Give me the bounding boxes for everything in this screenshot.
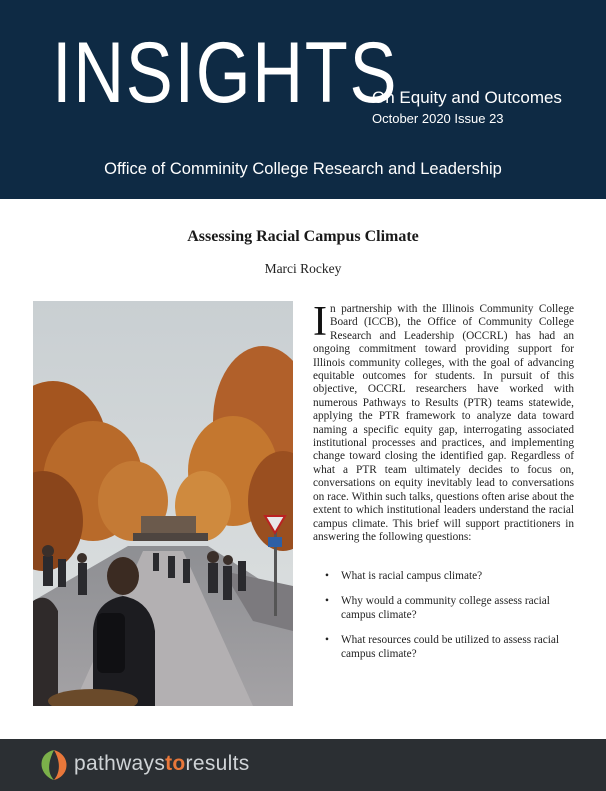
- list-item: • What resources could be utilized to assess racial campus climate?: [325, 634, 560, 660]
- campus-photo: [33, 301, 293, 706]
- newsletter-header: [0, 0, 606, 199]
- tagline: On Equity and Outcomes: [372, 88, 562, 107]
- article-title: Assessing Racial Campus Climate: [187, 228, 419, 245]
- list-item: • Why would a community college assess racial campus climate?: [325, 595, 550, 621]
- issue-date: October 2020 Issue 23: [372, 111, 504, 126]
- brand-to: to: [165, 752, 186, 775]
- pathways-logo-icon: [38, 748, 70, 782]
- drop-cap: I: [313, 299, 327, 345]
- bullet-icon: •: [325, 570, 329, 582]
- organization-name: Office of Comminity College Research and Leadership: [104, 160, 502, 178]
- bullet-icon: •: [325, 595, 329, 608]
- article-paragraph: n partnership with the Illinois Community College Board (ICCB), the Office of Community College Research and Leadership (OCCRL) has had an ongoing commitment toward providing support for Illinois community colleges, with the goal of advancing equitable outcomes for students. In pursuit of this objective, OCCRL researchers have worked with numerous Pathways to Results (PTR) teams statewide, applying the PTR framework to analyze data toward naming a specific equity gap, interrogating associated institutional processes and practices, and implementing change toward closing the identified gap. Regardless of what a PTR team ultimately decides to focus on, conversations on equity inevitably lead to conversations on race. Within such talks, questions often arise about the extent to which institutional leaders understand the racial campus climate. This brief will support practitioners in answering the following questions:: [313, 303, 574, 543]
- masthead-title: INSIGHTS: [52, 25, 399, 121]
- bullet-icon: •: [325, 634, 329, 647]
- article-author: Marci Rockey: [264, 261, 342, 276]
- question-list: [323, 570, 574, 673]
- list-item: • What is racial campus climate?: [325, 570, 483, 582]
- brand-wordmark: pathwaystoresults: [74, 752, 250, 775]
- article-body: [313, 299, 574, 544]
